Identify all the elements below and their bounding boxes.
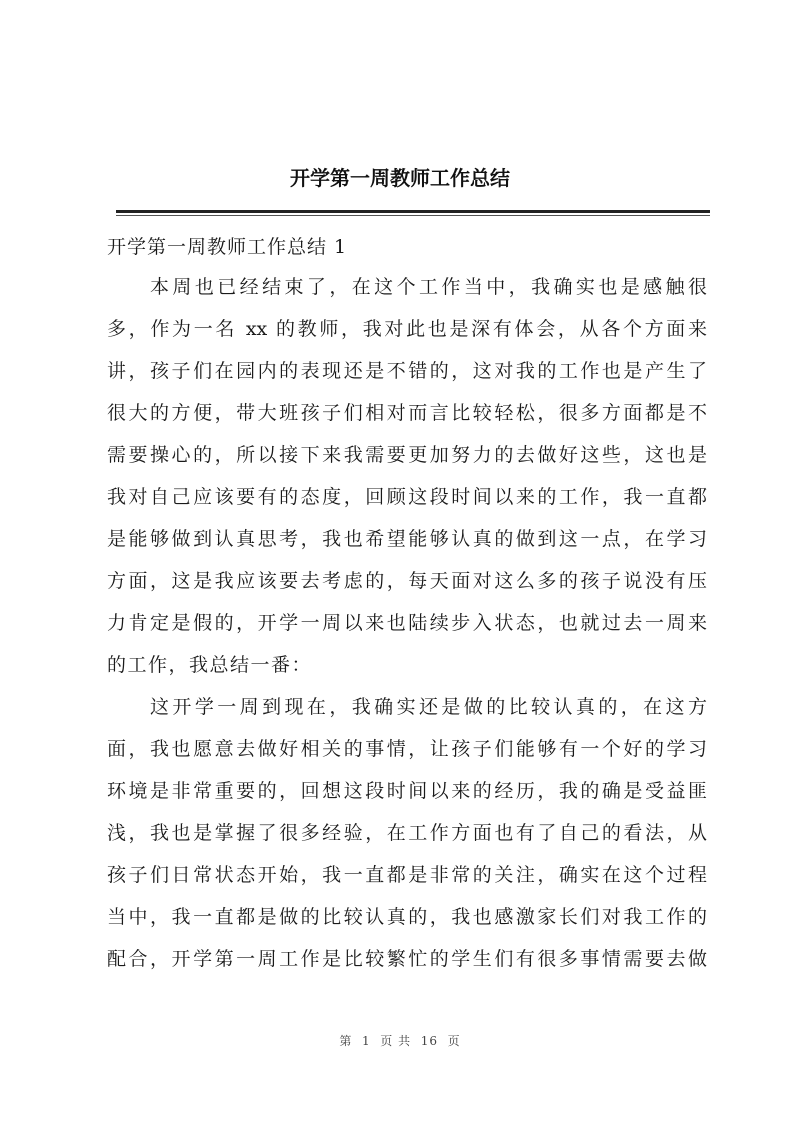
title-divider [116, 210, 710, 213]
paragraph-line: 这开学一周到现在，我确实还是做的比较认真的，在这方 [150, 696, 707, 718]
paragraph-line: 力肯定是假的，开学一周以来也陆续步入状态，也就过去一周来 [107, 612, 707, 634]
paragraph-line: 配合，开学第一周工作是比较繁忙的学生们有很多事情需要去做 [107, 948, 707, 970]
document-title: 开学第一周教师工作总结 [290, 166, 510, 190]
section-heading: 开学第一周教师工作总结 1 [107, 236, 348, 258]
paragraph-line: 我对自己应该要有的态度，回顾这段时间以来的工作，我一直都 [107, 486, 707, 508]
paragraph-line: 浅，我也是掌握了很多经验，在工作方面也有了自己的看法，从 [107, 822, 707, 844]
title-divider-thin [116, 215, 710, 216]
paragraph-line: 讲，孩子们在园内的表现还是不错的，这对我的工作也是产生了 [107, 360, 707, 382]
paragraph-line: 当中，我一直都是做的比较认真的，我也感激家长们对我工作的 [107, 906, 707, 928]
page-number-footer: 第 1 页 共 16 页 [339, 1034, 461, 1048]
paragraph-line: 多，作为一名 xx 的教师，我对此也是深有体会，从各个方面来 [107, 318, 707, 340]
paragraph-line: 很大的方便，带大班孩子们相对而言比较轻松，很多方面都是不 [107, 402, 707, 424]
paragraph-line: 本周也已经结束了，在这个工作当中，我确实也是感触很 [150, 276, 707, 298]
paragraph-line: 方面，这是我应该要去考虑的，每天面对这么多的孩子说没有压 [107, 570, 707, 592]
paragraph-line: 需要操心的，所以接下来我需要更加努力的去做好这些，这也是 [107, 444, 707, 466]
paragraph-line: 环境是非常重要的，回想这段时间以来的经历，我的确是受益匪 [107, 780, 707, 802]
paragraph-line: 面，我也愿意去做好相关的事情，让孩子们能够有一个好的学习 [107, 738, 707, 760]
paragraph-line: 孩子们日常状态开始，我一直都是非常的关注，确实在这个过程 [107, 864, 707, 886]
paragraph-line: 的工作，我总结一番： [107, 654, 313, 676]
paragraph-line: 是能够做到认真思考，我也希望能够认真的做到这一点，在学习 [107, 528, 707, 550]
